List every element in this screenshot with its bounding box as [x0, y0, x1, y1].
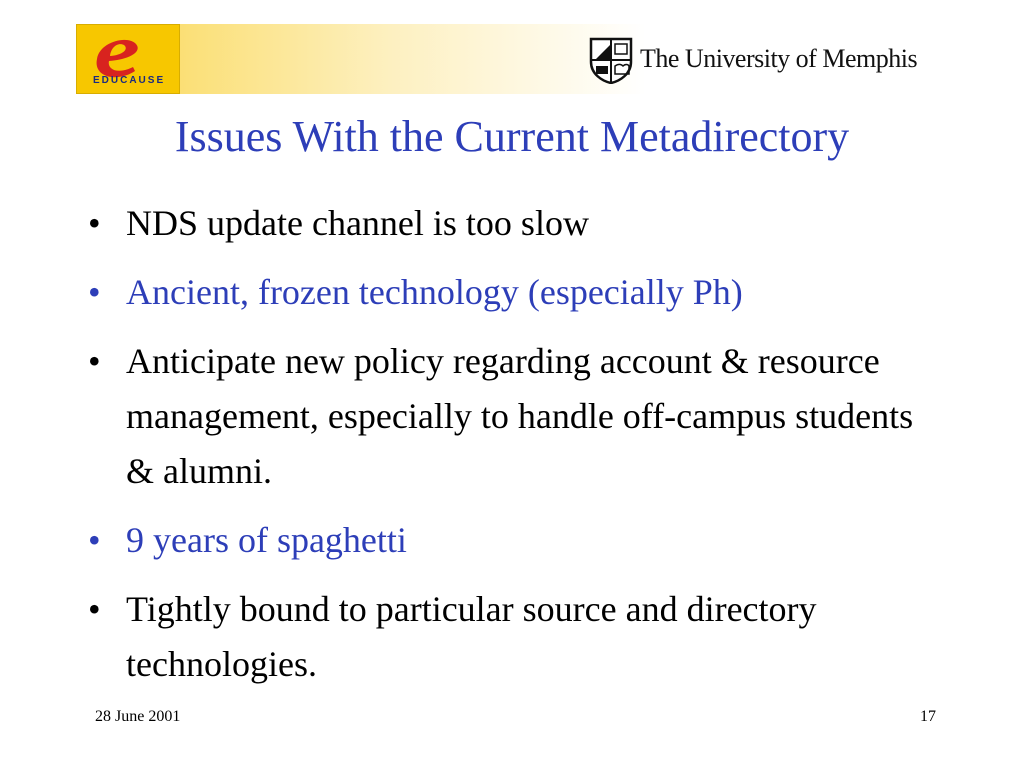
university-name: The University of Memphis — [640, 44, 918, 73]
bullet-marker: • — [88, 203, 101, 243]
bullet-marker: • — [88, 272, 101, 312]
bullet-item — [88, 582, 948, 692]
educause-wordmark: EDUCAUSE — [93, 75, 166, 86]
bullet-marker: • — [88, 589, 101, 629]
bullet-item — [88, 265, 948, 320]
bullet-text: Tightly bound to particular source and directory technologies. — [126, 589, 817, 684]
bullet-marker: • — [88, 520, 101, 560]
footer-date: 28 June 2001 — [95, 708, 181, 725]
page-number: 17 — [920, 708, 936, 725]
slide-title: Issues With the Current Metadirectory — [174, 112, 850, 161]
bullet-list — [88, 196, 948, 706]
bullet-text: Ancient, frozen technology (especially Ph) — [126, 272, 743, 312]
bullet-item — [88, 513, 948, 568]
bullet-item — [88, 196, 948, 251]
bullet-item — [88, 334, 948, 499]
bullet-text: Anticipate new policy regarding account & resource management, especially to handle off-campus students & alumni. — [126, 341, 914, 491]
bullet-text: 9 years of spaghetti — [126, 520, 407, 560]
bullet-text: NDS update channel is too slow — [126, 203, 589, 243]
university-seal-icon — [588, 36, 634, 84]
educause-logo — [76, 24, 180, 94]
bullet-marker: • — [88, 341, 101, 381]
